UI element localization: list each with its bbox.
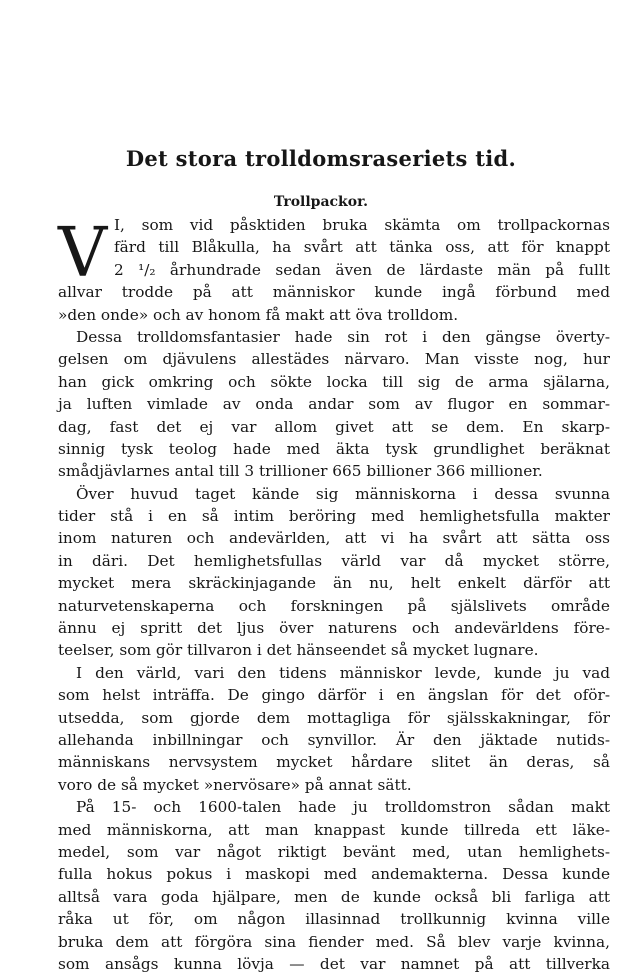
body-text (58, 214, 610, 975)
section-title: Trollpackor. (273, 194, 369, 210)
text-line: bruka dem att förgöra sina fiender med. Så blev varje kvinna, (58, 932, 610, 951)
text-line: naturvetenskaperna och forskningen på själslivets område (58, 596, 610, 615)
text-line: utsedda, som gjorde dem mottagliga för själsskakningar, för (58, 708, 610, 727)
text-line: allehanda inbillningar och synvillor. Är den jäktade nutids- (58, 730, 610, 749)
chapter-title: Det stora trolldomsraseriets tid. (125, 146, 517, 171)
text-line: sinnig tysk teolog hade med äkta tysk grundlighet beräknat (58, 439, 610, 458)
text-line: mycket mera skräckinjagande än nu, helt enkelt därför att (58, 574, 610, 593)
text-line: han gick omkring och sökte locka till sig de arma själarna, (58, 372, 610, 391)
text-line: färd till Blåkulla, ha svårt att tänka oss, att för knappt (114, 238, 610, 257)
text-line: ännu ej spritt det ljus över naturens och andevärldens före- (58, 619, 610, 638)
text-line: som ansågs kunna lövja — det var namnet på att tillverka (58, 954, 610, 973)
text-line: voro de så mycket »nervösare» på annat sätt. (58, 775, 412, 794)
text-line: Dessa trolldomsfantasier hade sin rot i den gängse överty- (76, 327, 610, 346)
text-line: På 15- och 1600-talen hade ju trolldomstron sådan makt (76, 798, 610, 817)
text-line: tider stå i en så intim beröring med hemlighetsfulla makter (58, 507, 610, 526)
text-line: 2 ¹/₂ århundrade sedan även de lärdaste män på fullt (114, 260, 610, 279)
text-line: med människorna, att man knappast kunde tillreda ett läke- (58, 820, 610, 839)
text-line: teelser, som gör tillvaron i det hänseendet så mycket lugnare. (58, 641, 539, 660)
drop-cap: V (58, 214, 108, 293)
text-line: fulla hokus pokus i maskopi med andemakterna. Dessa kunde (58, 865, 610, 884)
text-line: råka ut för, om någon illasinnad trollkunnig kvinna ville (58, 910, 610, 929)
text-line: allvar trodde på att människor kunde ingå förbund med (58, 283, 610, 302)
text-line: som helst inträffa. De gingo därför i en ängslan för det oför- (58, 686, 610, 705)
text-line: inom naturen och andevärlden, att vi ha svårt att sätta oss (58, 529, 610, 548)
text-line: alltså vara goda hjälpare, men de kunde också bli farliga att (58, 887, 610, 906)
text-line: I den värld, vari den tidens människor levde, kunde ju vad (76, 663, 610, 682)
text-line: Över huvud taget kände sig människorna i dessa svunna (76, 484, 610, 503)
text-line: I, som vid påsktiden bruka skämta om trollpackornas (114, 216, 610, 234)
text-line: gelsen om djävulens allestädes närvaro. Man visste nog, hur (58, 350, 610, 369)
text-line: människans nervsystem mycket hårdare slitet än deras, så (58, 753, 610, 772)
text-line: medel, som var något riktigt bevänt med, utan hemlighets- (58, 842, 610, 861)
text-line: dag, fast det ej var allom givet att se dem. En skarp- (58, 417, 610, 436)
text-line: »den onde» och av honom få makt att öva trolldom. (58, 305, 459, 324)
text-line: smådjävlarnes antal till 3 trillioner 665 billioner 366 millioner. (58, 462, 543, 481)
text-line: in däri. Det hemlighetsfullas värld var då mycket större, (58, 551, 610, 570)
text-line: ja luften vimlade av onda andar som av flugor en sommar- (58, 395, 610, 414)
